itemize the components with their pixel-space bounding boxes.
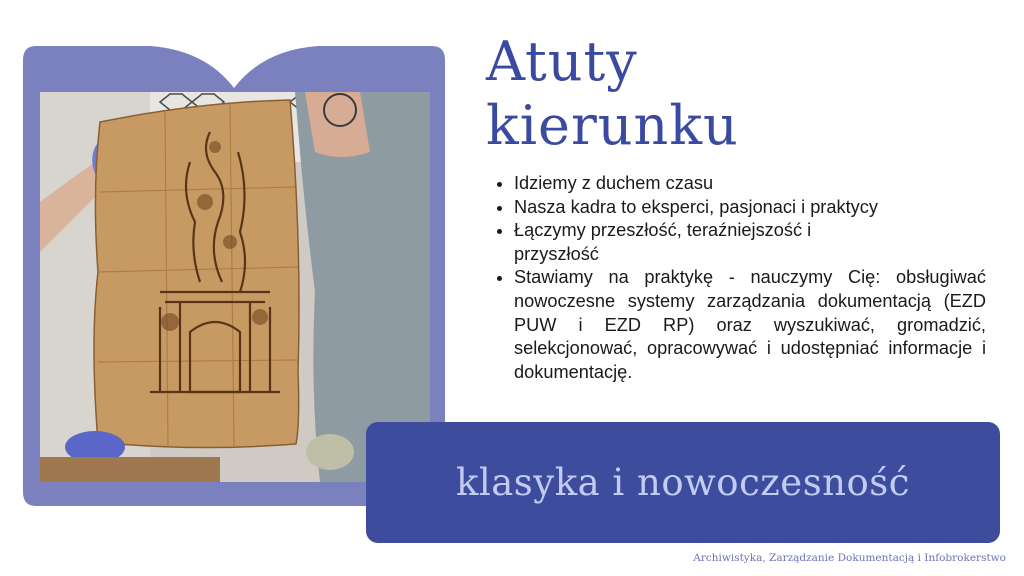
tagline-text: klasyka i nowoczesność [455, 461, 910, 504]
list-item: • Łączymy przeszłość, teraźniejszość i przyszłość [514, 219, 986, 266]
title-line-1: Atuty [486, 30, 638, 93]
tagline-banner [366, 422, 1000, 543]
program-name-footer: Archiwistyka, Zarządzanie Dokumentacją i Infobrokerstwo [693, 552, 1006, 564]
advantages-list [494, 172, 986, 384]
list-item: • Stawiamy na praktykę - nauczymy Cię: obsługiwać nowoczesne systemy zarządzania dokumentacją (EZD PUW i EZD RP) oraz wyszukiwać, gromadzić, selekcjonować, opracowywać i udostępniać informacje i dokumentację. [514, 266, 986, 384]
title-line-2: kierunku [486, 94, 739, 157]
list-item: • Idziemy z duchem czasu [514, 172, 986, 196]
list-item: • Nasza kadra to eksperci, pasjonaci i praktycy [514, 196, 986, 220]
slide-title [486, 30, 739, 158]
